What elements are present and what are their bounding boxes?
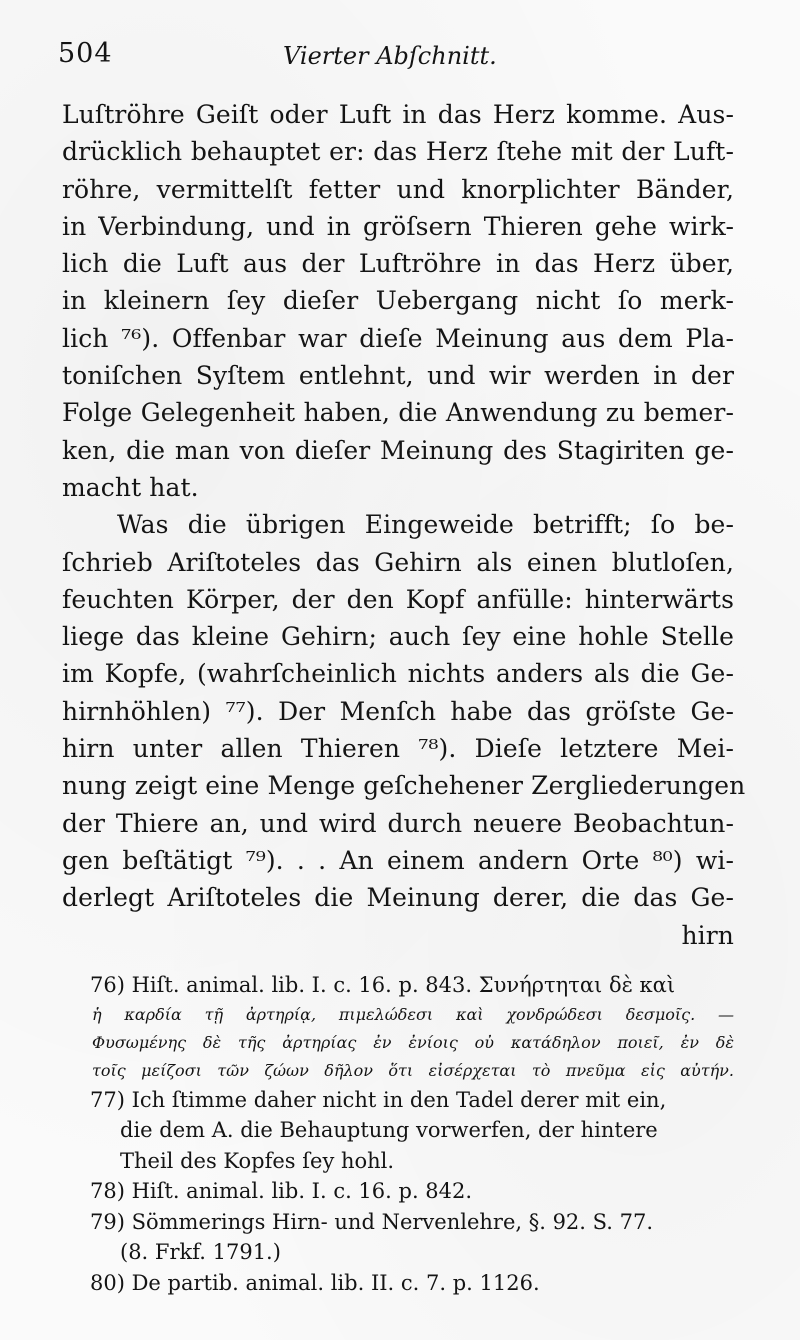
footnote-76: 76) Hiſt. animal. lib. I. c. 16. p. 843. Συνήρτηται δὲ καὶ: [90, 973, 676, 997]
text-line: feuchten Körper, der den Kopf anfülle: hinterwärts: [62, 584, 734, 614]
text-line: hirnhöhlen) ⁷⁷). Der Menſch habe das gröſste Ge-: [62, 696, 734, 726]
footnote-79: 79) Sömmerings Hirn- und Nervenlehre, §. 92. S. 77.: [90, 1209, 654, 1234]
text-line: gen beſtätigt ⁷⁹). . . An einem andern Orte ⁸⁰) wi-: [62, 845, 734, 875]
text-line: Folge Gelegenheit haben, die Anwendung zu bemer-: [62, 398, 734, 428]
text-line: der Thiere an, und wird durch neuere Beobachtun-: [62, 808, 734, 838]
body-text: [62, 96, 746, 954]
text-line: lich die Luft aus der Luftröhre in das Herz über,: [62, 249, 734, 279]
footnote-77-cont: Theil des Kopfes ſey hohl.: [120, 1148, 395, 1173]
footnote-77: 77) Ich ſtimme daher nicht in den Tadel derer mit ein,: [90, 1087, 667, 1112]
text-line: hirn unter allen Thieren ⁷⁸). Dieſe letztere Mei-: [62, 734, 734, 764]
footnote-76-greek: Φυσωμένης δὲ τῆς ἀρτηρίας ἐν ἐνίοις οὐ κατάδηλον ποιεῖ, ἐν δὲ: [92, 1032, 734, 1052]
footnote-79-cont: (8. Frkf. 1791.): [120, 1240, 281, 1264]
text-line: Was die übrigen Eingeweide betrifft; ſo be-: [117, 510, 734, 540]
text-line: ſchrieb Ariſtoteles das Gehirn als einen blutloſen,: [62, 547, 734, 577]
page-header: [58, 38, 738, 78]
footnote-76-greek: τοῖς μείζοσι τῶν ζώων δῆλον ὅτι εἰσέρχεται τὸ πνεῦμα εἰς αὐτήν.: [92, 1060, 734, 1080]
footnote-76-greek: ἡ καρδία τῇ ἀρτηρίᾳ, πιμελώδεσι καὶ χονδρώδεσι δεσμοῖς. —: [92, 1004, 734, 1024]
text-line: drücklich behauptet er: das Herz ſtehe mit der Luft-: [62, 137, 734, 167]
running-head: Vierter Abſchnitt.: [283, 42, 497, 70]
footnote-80: 80) De partib. animal. lib. II. c. 7. p. 1126.: [90, 1270, 540, 1295]
footnote-78: 78) Hiſt. animal. lib. I. c. 16. p. 842.: [90, 1179, 473, 1203]
text-line: im Kopfe, (wahrſcheinlich nichts anders als die Ge-: [62, 659, 734, 689]
text-line: röhre, vermittelſt fetter und knorplichter Bänder,: [62, 174, 734, 204]
catchword-line: hirn: [681, 920, 734, 950]
footnote-77-cont: die dem A. die Behauptung vorwerfen, der hintere: [120, 1118, 658, 1142]
footnotes: [62, 970, 734, 1298]
text-line: derlegt Ariſtoteles die Meinung derer, die das Ge-: [62, 883, 734, 913]
text-line: macht hat.: [62, 472, 199, 502]
text-line: nung zeigt eine Menge geſchehener Zergliederungen: [62, 771, 746, 801]
text-line: lich ⁷⁶). Offenbar war dieſe Meinung aus dem Pla-: [62, 323, 734, 353]
text-line: in Verbindung, und in gröſsern Thieren gehe wirk-: [62, 211, 734, 241]
text-line: liege das kleine Gehirn; auch ſey eine hohle Stelle: [62, 622, 734, 652]
text-line: toniſchen Syſtem entlehnt, und wir werden in der: [62, 361, 734, 391]
text-line: Luſtröhre Geiſt oder Luft in das Herz komme. Aus-: [62, 100, 734, 129]
text-line: ken, die man von dieſer Meinung des Stagiriten ge-: [62, 435, 734, 465]
page-number: 504: [58, 38, 113, 69]
text-line: in kleinern ſey dieſer Uebergang nicht ſo merk-: [62, 286, 734, 316]
